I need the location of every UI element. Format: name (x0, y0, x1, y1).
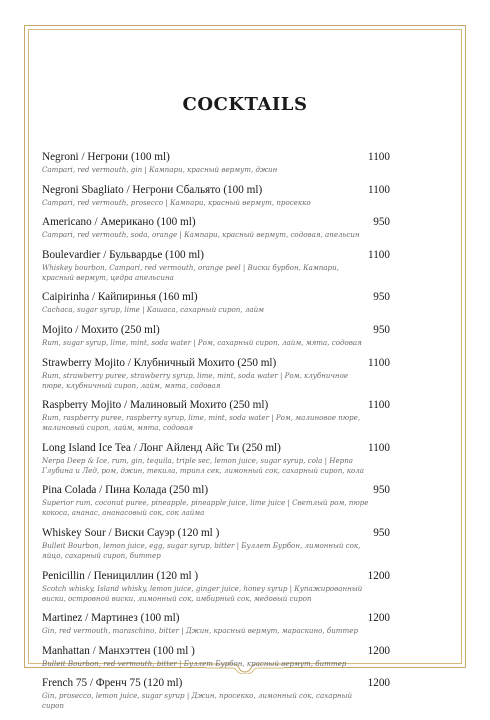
item-price: 1100 (368, 151, 390, 163)
item-price: 1100 (368, 356, 390, 369)
item-price: 950 (373, 323, 390, 336)
item-description: Rum, raspberry puree, raspberry syrup, lime, mint, soda water | Ром, малиновое пюре, малиновый сироп, лайм, мята, содовая (42, 413, 361, 433)
list-item (42, 291, 390, 315)
item-row (42, 249, 390, 262)
list-item (42, 677, 390, 711)
item-description: Cachaca, sugar syrup, lime | Кашаса, сахарный сироп, лайм (42, 305, 265, 315)
list-item (42, 442, 390, 476)
item-name: Negroni / Негрони (100 ml) (42, 151, 170, 163)
item-price: 1100 (368, 399, 390, 412)
item-price: 1200 (367, 644, 390, 657)
list-item (42, 612, 390, 636)
item-price: 1200 (367, 569, 390, 582)
item-price: 950 (373, 291, 390, 304)
item-description: Campari, red vermouth, prosecco | Кампари, красный вермут, просекко (42, 197, 311, 207)
item-row (42, 216, 390, 229)
item-row (42, 291, 390, 304)
list-item (42, 399, 390, 433)
list-item (42, 324, 390, 348)
item-row (42, 357, 390, 370)
item-description: Campari, red vermouth, gin | Кампари, красный вермут, джин (42, 165, 278, 174)
item-name: Mojito / Мохито (250 ml) (42, 323, 160, 336)
item-name: Whiskey Sour / Виски Сауэр (120 ml ) (42, 526, 220, 539)
item-name: Martinez / Мартинез (100 ml) (42, 612, 180, 625)
list-item (42, 484, 390, 518)
item-name: Raspberry Mojito / Малиновый Мохито (250 ml) (42, 399, 269, 412)
item-description: Scotch whisky, Island whisky, lemon juice, ginger juice, honey syrup | Купажированный виски, островной виски, лимонный сок, имбирный сок, медовый сироп (42, 583, 363, 603)
item-description: Bulleit Bourbon, lemon juice, egg, sugar syrup, bitter | Буллет Бурбон, лимонный сок, яйцо, сахарный сироп, биттер (42, 540, 361, 560)
item-description: Gin, prosecco, lemon juice, sugar syrup | Джин, просекко, лимонный сок, сахарный сироп (42, 691, 353, 711)
item-name: Negroni Sbagliato / Негрони Сбальято (100 ml) (42, 183, 263, 196)
cocktail-list (42, 151, 390, 720)
item-description: Rum, sugar syrup, lime, mint, soda water | Ром, сахарный сироп, лайм, мята, содовая (42, 337, 362, 347)
item-description: Bulleit Bourbon, red vermouth, bitter | Буллет Бурбон, красный вермут, биттер (42, 658, 347, 668)
item-name: Manhattan / Манхэттен (100 ml ) (42, 644, 195, 657)
item-price: 1100 (368, 183, 390, 196)
item-description: Superior rum, coconut puree, pineapple, pineapple juice, lime juice | Светлый ром, пюре кокоса, ананас, ананасовый сок, сок лайма (42, 498, 369, 518)
item-price: 1100 (368, 248, 390, 261)
item-name: Penicillin / Пенициллин (120 ml ) (42, 569, 199, 582)
item-description: Whiskey bourbon, Campari, red vermouth, orange peel | Виски бурбон, Кампари, красный вермут, цедра апельсина (42, 262, 339, 282)
item-row (42, 324, 390, 337)
item-name: Caipirinha / Кайпиринья (160 ml) (42, 291, 198, 304)
item-row (42, 442, 390, 455)
list-item (42, 645, 390, 669)
item-row (42, 612, 390, 625)
item-row (42, 677, 390, 690)
item-row (42, 151, 390, 164)
item-price: 950 (373, 216, 390, 229)
item-description: Rum, strawberry puree, strawberry syrup, lime, mint, soda water | Ром, клубничное пюре, клубничный сироп, лайм, мята, содовая (42, 370, 349, 390)
item-price: 1200 (367, 677, 390, 690)
item-price: 950 (373, 526, 390, 539)
list-item (42, 527, 390, 561)
list-item (42, 357, 390, 391)
item-row (42, 484, 390, 497)
item-description: Nerpa Deep & Ice, rum, gin, tequila, triple sec, lemon juice, sugar syrup, cola | Нерпа Глубина и Лед, ром, джин, текила, трипл сек, лимонный сок, сахарный сироп, кола (42, 455, 365, 475)
item-price: 1100 (368, 441, 390, 454)
list-item (42, 184, 390, 208)
item-name: Pina Colada / Пина Колада (250 ml) (42, 484, 209, 497)
item-name: Strawberry Mojito / Клубничный Мохито (250 ml) (42, 356, 277, 369)
item-description: Gin, red vermouth, maraschino, bitter | Джин, красный вермут, мараскино, биттер (42, 626, 359, 636)
item-row (42, 399, 390, 412)
list-item (42, 216, 390, 240)
list-item (42, 570, 390, 604)
item-price: 950 (373, 484, 390, 497)
item-name: Long Island Ice Tea / Лонг Айленд Айс Ти (250 ml) (42, 441, 281, 454)
item-description: Campari, red vermouth, soda, orange | Кампари, красный вермут, содовая, апельсин (42, 230, 360, 240)
item-name: Boulevardier / Бульвардье (100 ml) (42, 248, 204, 261)
item-row (42, 527, 390, 540)
page-title: COCKTAILS (182, 94, 308, 115)
item-name: French 75 / Френч 75 (120 ml) (42, 677, 183, 690)
item-price: 1200 (367, 612, 390, 625)
item-name: Americano / Американо (100 ml) (42, 216, 196, 229)
list-item (42, 151, 390, 175)
item-row (42, 184, 390, 197)
list-item (42, 249, 390, 283)
item-row (42, 645, 390, 658)
item-row (42, 570, 390, 583)
